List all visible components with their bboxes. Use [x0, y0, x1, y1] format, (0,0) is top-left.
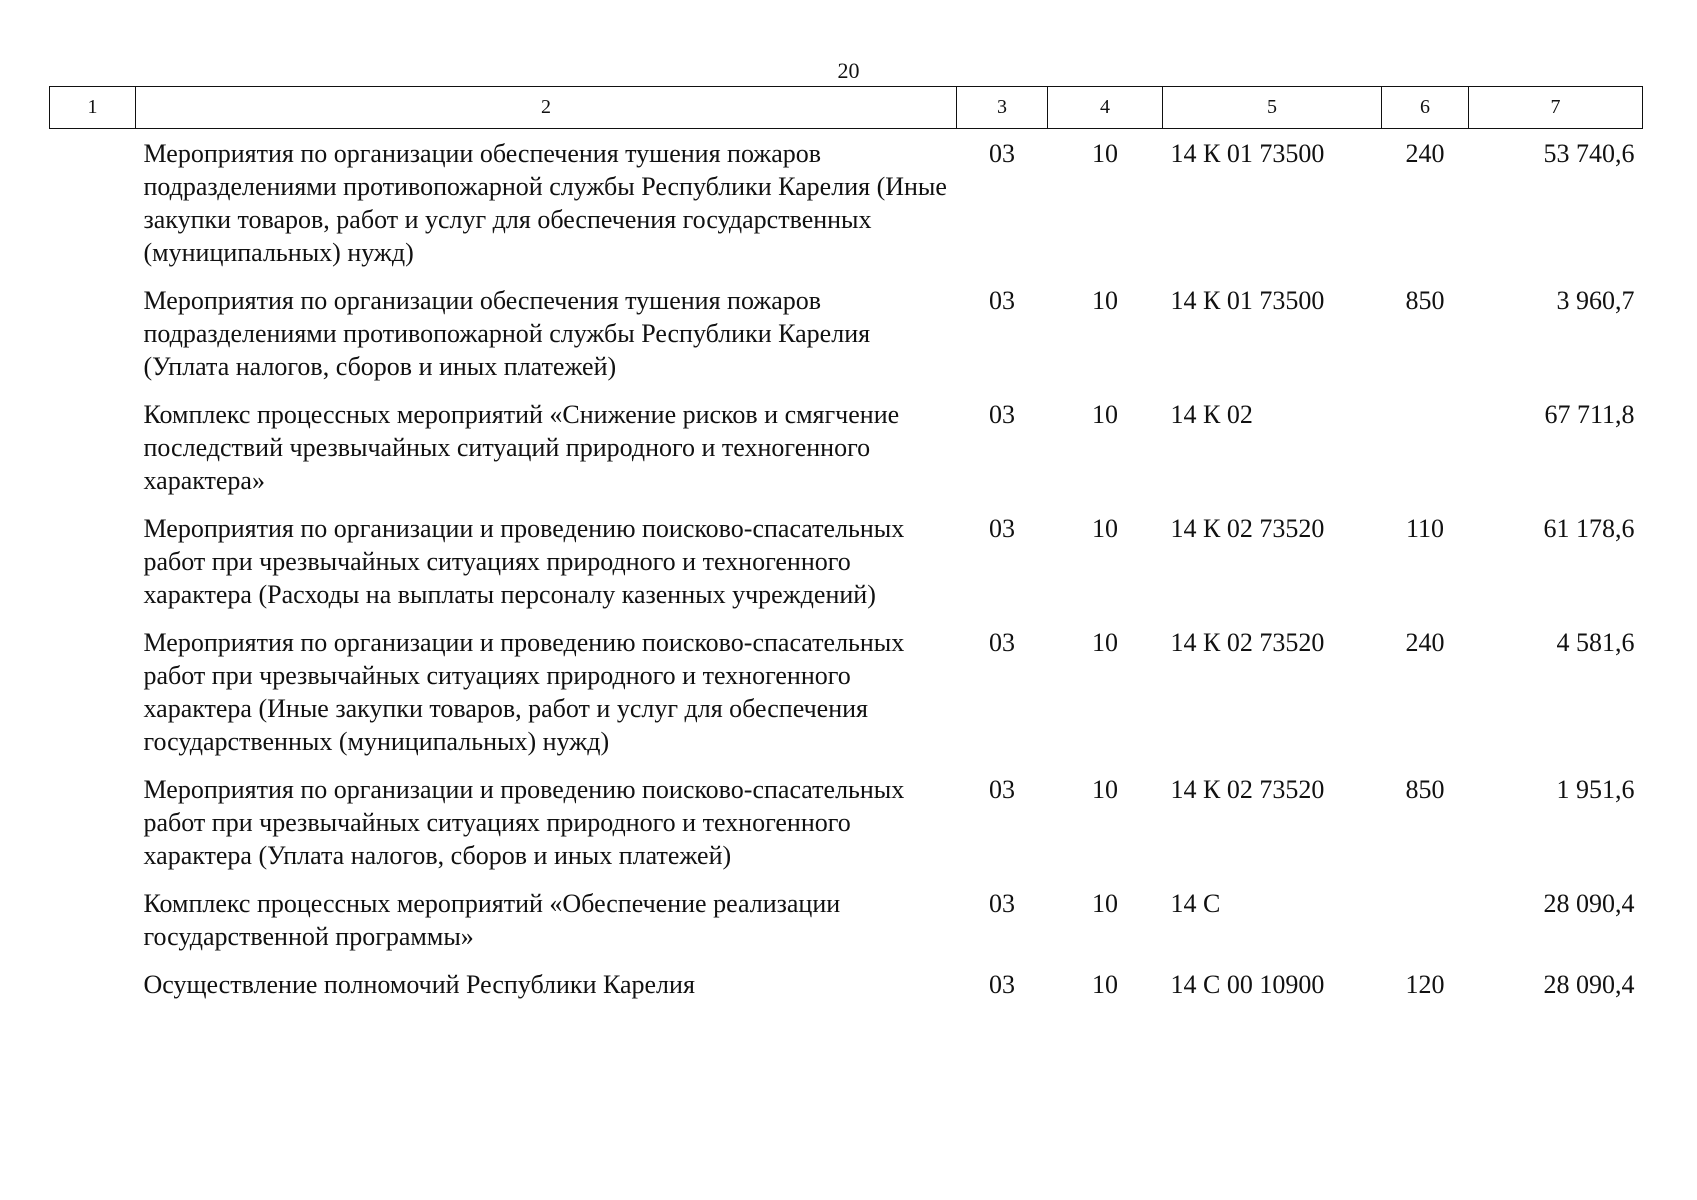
cell-amount: 1 951,6	[1556, 775, 1635, 804]
cell-target-article: 14 К 01 73500	[1170, 139, 1325, 168]
cell-expense-type: 110	[1405, 514, 1445, 543]
cell-description: Комплекс процессных мероприятий «Снижение рисков и смягчение последствий чрезвычайных ситуаций природного и техногенного характера»	[143, 400, 900, 495]
cell-target-article: 14 К 02 73520	[1170, 775, 1325, 804]
cell-col-1	[50, 887, 136, 968]
cell-description: Мероприятия по организации и проведению поисково-спасательных работ при чрезвычайных ситуациях природного и техногенного характера (Расходы на выплаты персоналу казенных учреждений)	[143, 514, 905, 609]
cell-subsection: 10	[1092, 628, 1118, 657]
cell-section: 03	[989, 400, 1015, 429]
cell-subsection: 10	[1092, 889, 1118, 918]
cell-expense-type: 850	[1405, 775, 1445, 804]
page-number: 20	[837, 58, 860, 83]
cell-col-1	[50, 129, 136, 285]
table-row	[50, 887, 1643, 968]
cell-col-1	[50, 626, 136, 773]
cell-target-article: 14 К 02 73520	[1170, 514, 1325, 543]
cell-section: 03	[989, 139, 1015, 168]
header-col-6: 6	[1382, 87, 1469, 129]
cell-amount: 61 178,6	[1543, 514, 1635, 543]
cell-expense-type: 240	[1405, 628, 1445, 657]
cell-col-1	[50, 968, 136, 1016]
header-col-7: 7	[1469, 87, 1643, 129]
cell-subsection: 10	[1092, 286, 1118, 315]
cell-description: Комплекс процессных мероприятий «Обеспечение реализации государственной программы»	[143, 889, 841, 951]
budget-table	[49, 86, 1643, 1016]
table-row	[50, 968, 1643, 1016]
table-row	[50, 512, 1643, 626]
cell-expense-type: 240	[1405, 139, 1445, 168]
cell-expense-type: 120	[1405, 970, 1445, 999]
header-col-3: 3	[957, 87, 1048, 129]
cell-amount: 67 711,8	[1544, 400, 1635, 429]
cell-col-1	[50, 284, 136, 398]
cell-section: 03	[989, 775, 1015, 804]
cell-subsection: 10	[1092, 139, 1118, 168]
cell-description: Осуществление полномочий Республики Карелия	[143, 970, 695, 999]
cell-target-article: 14 С 00 10900	[1170, 970, 1325, 999]
table-row	[50, 284, 1643, 398]
table-row	[50, 129, 1643, 285]
cell-expense-type: 850	[1405, 286, 1445, 315]
cell-subsection: 10	[1092, 775, 1118, 804]
cell-subsection: 10	[1092, 514, 1118, 543]
cell-description: Мероприятия по организации и проведению поисково-спасательных работ при чрезвычайных ситуациях природного и техногенного характера (Уплата налогов, сборов и иных платежей)	[143, 775, 905, 870]
cell-target-article: 14 К 02	[1170, 400, 1253, 429]
cell-target-article: 14 К 02 73520	[1170, 628, 1325, 657]
cell-amount: 4 581,6	[1556, 628, 1635, 657]
cell-amount: 3 960,7	[1556, 286, 1635, 315]
cell-subsection: 10	[1092, 400, 1118, 429]
cell-section: 03	[989, 970, 1015, 999]
cell-section: 03	[989, 628, 1015, 657]
cell-col-1	[50, 512, 136, 626]
header-col-5: 5	[1163, 87, 1382, 129]
header-col-1: 1	[50, 87, 136, 129]
cell-section: 03	[989, 514, 1015, 543]
cell-amount: 53 740,6	[1543, 139, 1635, 168]
cell-target-article: 14 К 01 73500	[1170, 286, 1325, 315]
table-body	[50, 129, 1643, 1017]
header-row	[50, 87, 1643, 129]
header-col-4: 4	[1048, 87, 1163, 129]
cell-description: Мероприятия по организации и проведению поисково-спасательных работ при чрезвычайных ситуациях природного и техногенного характера (Иные закупки товаров, работ и услуг для обеспечения государственных (муниципальных) нужд)	[143, 628, 905, 756]
cell-section: 03	[989, 889, 1015, 918]
cell-target-article: 14 С	[1170, 889, 1221, 918]
cell-description: Мероприятия по организации обеспечения тушения пожаров подразделениями противопожарной службы Республики Карелия (Уплата налогов, сборов и иных платежей)	[143, 286, 871, 381]
cell-col-1	[50, 773, 136, 887]
cell-col-1	[50, 398, 136, 512]
cell-description: Мероприятия по организации обеспечения тушения пожаров подразделениями противопожарной службы Республики Карелия (Иные закупки товаров, работ и услуг для обеспечения государственных (муниципальных) нужд)	[143, 139, 947, 267]
header-col-2: 2	[136, 87, 957, 129]
table-row	[50, 626, 1643, 773]
cell-amount: 28 090,4	[1543, 889, 1635, 918]
cell-section: 03	[989, 286, 1015, 315]
table-row	[50, 398, 1643, 512]
cell-subsection: 10	[1092, 970, 1118, 999]
table-row	[50, 773, 1643, 887]
cell-amount: 28 090,4	[1543, 970, 1635, 999]
cell-expense-type	[1382, 887, 1469, 968]
table-header	[50, 87, 1643, 129]
cell-expense-type	[1382, 398, 1469, 512]
